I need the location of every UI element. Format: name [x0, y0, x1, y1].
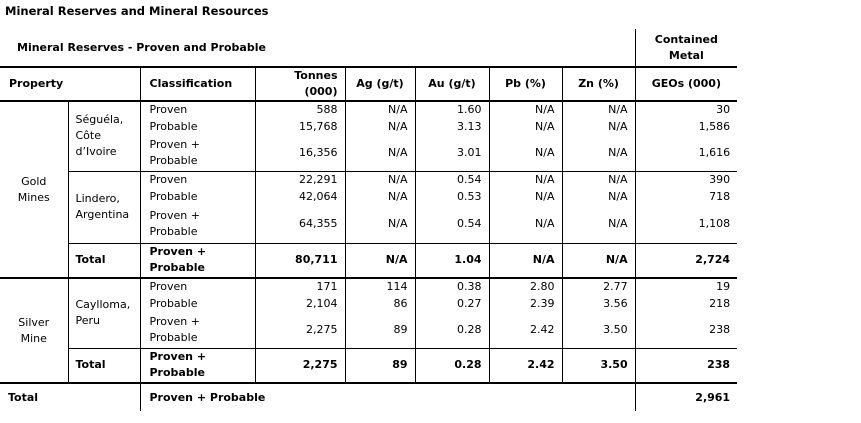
geos-cell: 2,724: [635, 243, 737, 278]
classification-cell: Proven: [140, 171, 255, 188]
grand-total-geos: 2,961: [635, 383, 737, 411]
classification-cell: [140, 135, 255, 171]
ag-cell: N/A: [345, 171, 415, 188]
grand-total-label: Total: [0, 383, 140, 411]
ag-cell: N/A: [345, 118, 415, 135]
ag-cell: N/A: [345, 243, 415, 278]
zn-cell: N/A: [562, 118, 635, 135]
zn-cell: 3.50: [562, 348, 635, 383]
geos-cell: 1,586: [635, 118, 737, 135]
pb-cell: N/A: [489, 135, 562, 171]
col-header-property: Property: [0, 67, 140, 101]
group-label-text: Silver Mine: [18, 315, 50, 345]
pb-cell: N/A: [489, 243, 562, 278]
zn-cell: N/A: [562, 101, 635, 118]
tonnes-cell: 2,275: [255, 312, 345, 348]
location-text: Caylloma, Peru: [75, 298, 131, 328]
group-label-silver-mine: [0, 278, 68, 383]
geos-cell: 718: [635, 188, 737, 205]
zn-cell: 3.56: [562, 295, 635, 312]
classification-cell: [140, 205, 255, 243]
tonnes-cell: 2,275: [255, 348, 345, 383]
tonnes-cell: 64,355: [255, 205, 345, 243]
col-header-ag: Ag (g/t): [345, 67, 415, 101]
ag-cell: 89: [345, 312, 415, 348]
au-cell: 0.54: [415, 171, 489, 188]
zn-cell: N/A: [562, 243, 635, 278]
classification-cell: Probable: [140, 295, 255, 312]
group-label-gold-mines: [0, 101, 68, 278]
tonnes-cell: 42,064: [255, 188, 345, 205]
tonnes-cell: 2,104: [255, 295, 345, 312]
classification-text: Proven + Probable: [149, 137, 200, 167]
contained-metal-label: Contained Metal: [654, 32, 718, 62]
zn-cell: 3.50: [562, 312, 635, 348]
location-lindero: [68, 171, 140, 243]
tonnes-cell: 16,356: [255, 135, 345, 171]
location-seguela: [68, 101, 140, 171]
ag-cell: 114: [345, 278, 415, 295]
classification-cell: [140, 243, 255, 278]
tonnes-cell: 15,768: [255, 118, 345, 135]
pb-cell: N/A: [489, 118, 562, 135]
group-label-text: Gold Mines: [17, 174, 50, 204]
tonnes-cell: 588: [255, 101, 345, 118]
classification-text: Proven + Probable: [149, 208, 200, 238]
classification-cell: Probable: [140, 118, 255, 135]
col-header-geos: GEOs (000): [635, 67, 737, 101]
pb-cell: N/A: [489, 188, 562, 205]
classification-cell: [140, 348, 255, 383]
pb-cell: N/A: [489, 101, 562, 118]
ag-cell: 86: [345, 295, 415, 312]
pb-cell: 2.42: [489, 348, 562, 383]
ag-cell: N/A: [345, 188, 415, 205]
au-cell: 0.38: [415, 278, 489, 295]
gold-total-label: Total: [68, 243, 140, 278]
geos-cell: 218: [635, 295, 737, 312]
location-text: Séguéla, Côte d’Ivoire: [75, 113, 124, 159]
ag-cell: N/A: [345, 101, 415, 118]
zn-cell: N/A: [562, 205, 635, 243]
geos-cell: 238: [635, 348, 737, 383]
au-cell: 0.28: [415, 348, 489, 383]
geos-cell: 1,108: [635, 205, 737, 243]
geos-cell: 390: [635, 171, 737, 188]
classification-cell: Probable: [140, 188, 255, 205]
classification-cell: Proven: [140, 101, 255, 118]
au-cell: 1.60: [415, 101, 489, 118]
geos-cell: 30: [635, 101, 737, 118]
col-header-au: Au (g/t): [415, 67, 489, 101]
tonnes-cell: 80,711: [255, 243, 345, 278]
col-header-zn: Zn (%): [562, 67, 635, 101]
col-header-tonnes: [255, 67, 345, 101]
ag-cell: 89: [345, 348, 415, 383]
zn-cell: N/A: [562, 171, 635, 188]
au-cell: 0.54: [415, 205, 489, 243]
tonnes-cell: 171: [255, 278, 345, 295]
pb-cell: 2.80: [489, 278, 562, 295]
classification-cell: [140, 312, 255, 348]
classification-text: Proven + Probable: [149, 314, 200, 344]
zn-cell: N/A: [562, 188, 635, 205]
au-cell: 0.28: [415, 312, 489, 348]
col-header-pb: Pb (%): [489, 67, 562, 101]
geos-cell: 19: [635, 278, 737, 295]
pb-cell: N/A: [489, 205, 562, 243]
tonnes-header-label: Tonnes (000): [294, 69, 338, 98]
contained-metal-header: [635, 29, 737, 67]
au-cell: 3.01: [415, 135, 489, 171]
geos-cell: 238: [635, 312, 737, 348]
classification-text: Proven + Probable: [149, 245, 207, 275]
au-cell: 3.13: [415, 118, 489, 135]
grand-total-classification: Proven + Probable: [140, 383, 635, 411]
ag-cell: N/A: [345, 205, 415, 243]
col-header-classification: Classification: [140, 67, 255, 101]
pb-cell: N/A: [489, 171, 562, 188]
silver-total-label: Total: [68, 348, 140, 383]
mineral-reserves-table: [0, 29, 737, 411]
au-cell: 0.27: [415, 295, 489, 312]
geos-cell: 1,616: [635, 135, 737, 171]
classification-text: Proven + Probable: [149, 350, 207, 380]
location-caylloma: [68, 278, 140, 348]
ag-cell: N/A: [345, 135, 415, 171]
page-title: Mineral Reserves and Mineral Resources: [5, 4, 269, 18]
classification-cell: Proven: [140, 278, 255, 295]
au-cell: 1.04: [415, 243, 489, 278]
pb-cell: 2.39: [489, 295, 562, 312]
zn-cell: N/A: [562, 135, 635, 171]
section-title: Mineral Reserves - Proven and Probable: [0, 29, 635, 67]
location-text: Lindero, Argentina: [75, 192, 130, 221]
au-cell: 0.53: [415, 188, 489, 205]
tonnes-cell: 22,291: [255, 171, 345, 188]
zn-cell: 2.77: [562, 278, 635, 295]
pb-cell: 2.42: [489, 312, 562, 348]
